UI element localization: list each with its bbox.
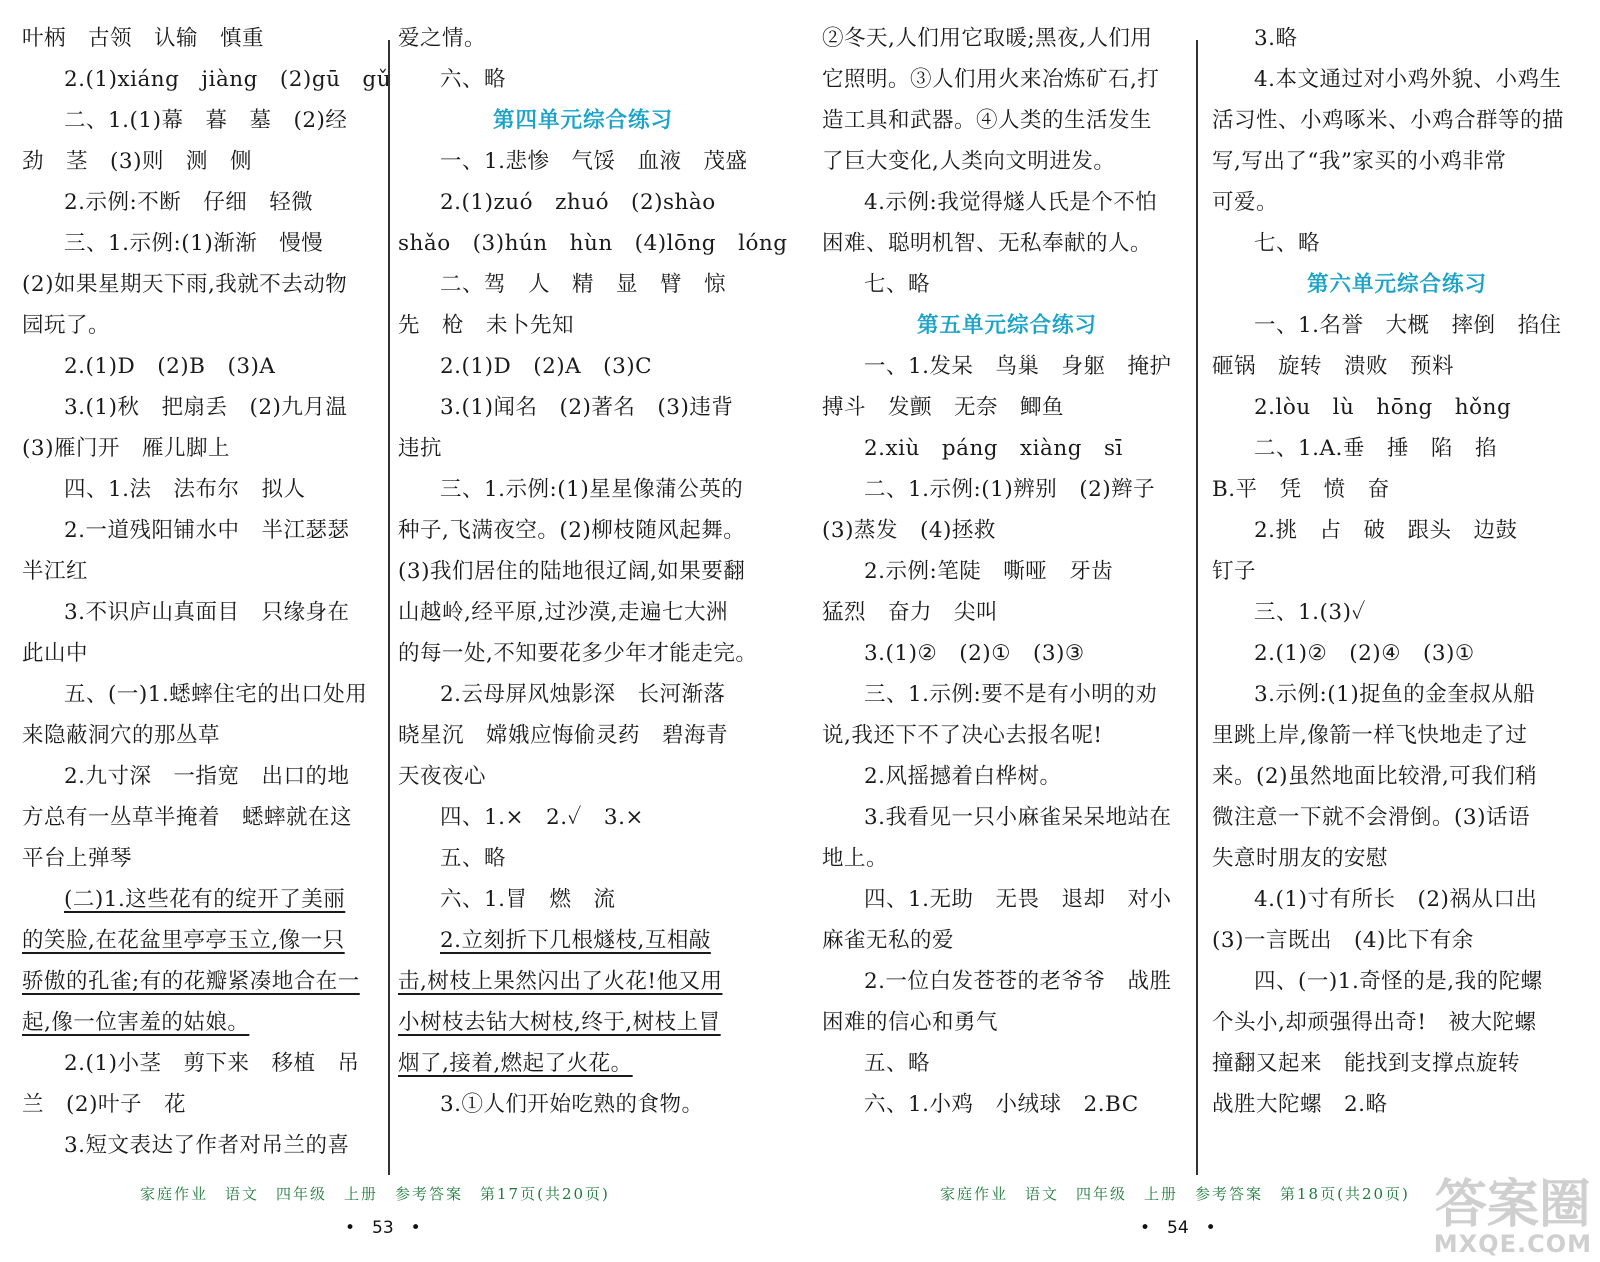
answer-line: 个头小,却顽强得出奇! 被大陀螺	[1212, 1010, 1537, 1035]
answer-line: 2.立刻折下几根燧枝,互相敲	[440, 928, 711, 953]
answer-column-3	[822, 18, 1192, 1125]
answer-line: 的每一处,不知要花多少年才能走完。	[398, 641, 758, 666]
answer-line: 烟了,接着,燃起了火花。	[398, 1051, 633, 1076]
answer-line: 地上。	[822, 846, 889, 871]
answer-line: 4.(1)寸有所长 (2)祸从口出	[1254, 887, 1538, 912]
answer-line: 2.(1)D (2)B (3)A	[64, 354, 276, 379]
answer-line: 写,写出了“我”家买的小鸡非常	[1212, 149, 1507, 174]
answer-line: 活习性、小鸡啄米、小鸡合群等的描	[1212, 108, 1565, 133]
answer-line: (二)1.这些花有的绽开了美丽	[64, 887, 346, 912]
section-heading: 第五单元综合练习	[916, 313, 1097, 338]
answer-line: (2)如果星期天下雨,我就不去动物	[22, 272, 348, 297]
answer-line: 麻雀无私的爱	[822, 928, 955, 953]
answer-line: 一、1.发呆 鸟巢 身躯 掩护	[864, 354, 1172, 379]
answer-line: 2.(1)小茎 剪下来 移植 吊	[64, 1051, 360, 1076]
answer-line: 起,像一位害羞的姑娘。	[22, 1010, 250, 1035]
section-heading: 第六单元综合练习	[1306, 272, 1487, 297]
answer-line: (3)我们居住的陆地很辽阔,如果要翻	[398, 559, 746, 584]
answer-line: 猛烈 奋力 尖叫	[822, 600, 999, 625]
answer-line: 六、1.冒 燃 流	[440, 887, 616, 912]
watermark-logo: 答案圈 MXQE.COM	[1433, 1175, 1592, 1258]
answer-line: 2.xiù páng xiàng sī	[864, 436, 1123, 461]
answer-line: 方总有一丛草半掩着 蟋蟀就在这	[22, 805, 353, 830]
answer-line: (3)雁门开 雁儿脚上	[22, 436, 230, 461]
answer-line: 战胜大陀螺 2.略	[1212, 1092, 1388, 1117]
answer-line: 园玩了。	[22, 313, 111, 338]
answer-line: 兰 (2)叶子 花	[22, 1092, 186, 1117]
answer-line: 2.九寸深 一指宽 出口的地	[64, 764, 350, 789]
answer-column-4	[1212, 18, 1582, 1125]
answer-line: 2.(1)D (2)A (3)C	[440, 354, 653, 379]
answer-line: 五、(一)1.蟋蟀住宅的出口处用	[64, 682, 368, 707]
answer-column-1	[22, 18, 392, 1166]
answer-line: 3.我看见一只小麻雀呆呆地站在	[864, 805, 1172, 830]
answer-line: (3)蒸发 (4)拯救	[822, 518, 996, 543]
answer-line: 3.①人们开始吃熟的食物。	[440, 1092, 704, 1117]
answer-column-2	[398, 18, 788, 1125]
answer-line: 六、略	[440, 67, 507, 92]
answer-line: 2.示例:笔陡 嘶哑 牙齿	[864, 559, 1114, 584]
answer-line: 六、1.小鸡 小绒球 2.BC	[864, 1092, 1139, 1117]
answer-line: B.平 凭 愤 奋	[1212, 477, 1390, 502]
answer-line: 搏斗 发颤 无奈 鲫鱼	[822, 395, 1065, 420]
answer-line: ②冬天,人们用它取暖;黑夜,人们用	[822, 26, 1153, 51]
answer-line: 3.(1)秋 把扇丢 (2)九月温	[64, 395, 348, 420]
answer-line: 四、1.无助 无畏 退却 对小	[864, 887, 1172, 912]
answer-line: 二、1.A.垂 捶 陷 掐	[1254, 436, 1497, 461]
answer-line: 2.(1)② (2)④ (3)①	[1254, 641, 1475, 666]
answer-line: 说,我还下不了决心去报名呢!	[822, 723, 1103, 748]
answer-line: 可爱。	[1212, 190, 1279, 215]
section-heading: 第四单元综合练习	[492, 108, 673, 133]
answer-line: 一、1.名誉 大概 摔倒 掐住	[1254, 313, 1562, 338]
answer-line: 了巨大变化,人类向文明进发。	[822, 149, 1116, 174]
answer-line: 4.示例:我觉得燧人氏是个不怕	[864, 190, 1158, 215]
answer-line: 四、(一)1.奇怪的是,我的陀螺	[1254, 969, 1543, 994]
answer-line: 3.(1)② (2)① (3)③	[864, 641, 1085, 666]
column-divider	[1196, 40, 1198, 1175]
answer-line: 先 枪 未卜先知	[398, 313, 575, 338]
answer-line: 撞翻又起来 能找到支撑点旋转	[1212, 1051, 1521, 1076]
answer-line: 来。(2)虽然地面比较滑,可我们稍	[1212, 764, 1538, 789]
answer-line: 2.风摇撼着白桦树。	[864, 764, 1062, 789]
answer-line: 七、略	[864, 272, 931, 297]
answer-line: 四、1.× 2.✓ 3.×	[440, 805, 644, 830]
answer-line: 叶柄 古领 认输 慎重	[22, 26, 265, 51]
answer-line: 五、略	[864, 1051, 931, 1076]
answer-line: 2.(1)xiáng jiàng (2)gū gǔ	[64, 67, 392, 92]
answer-line: 砸锅 旋转 溃败 预料	[1212, 354, 1455, 379]
answer-line: 五、略	[440, 846, 507, 871]
answer-line: 3.不识庐山真面目 只缘身在	[64, 600, 350, 625]
answer-line: 困难的信心和勇气	[822, 1010, 999, 1035]
answer-line: 的笑脸,在花盆里亭亭玉立,像一只	[22, 928, 345, 953]
answer-line: 此山中	[22, 641, 89, 666]
answer-line: 失意时朋友的安慰	[1212, 846, 1389, 871]
answer-line: 骄傲的孔雀;有的花瓣紧凑地合在一	[22, 969, 360, 994]
page-number-right: • 54 •	[1140, 1218, 1216, 1238]
answer-line: 微注意一下就不会滑倒。(3)话语	[1212, 805, 1530, 830]
answer-line: 2.lòu lù hōng hǒng	[1254, 395, 1512, 420]
answer-line: 2.示例:不断 仔细 轻微	[64, 190, 314, 215]
answer-line: 三、1.(3)✓	[1254, 600, 1366, 625]
answer-line: 二、1.示例:(1)辨别 (2)辫子	[864, 477, 1156, 502]
answer-line: 违抗	[398, 436, 443, 461]
page-number-left: • 53 •	[345, 1218, 421, 1238]
answer-line: 三、1.示例:(1)星星像蒲公英的	[440, 477, 744, 502]
answer-line: 二、1.(1)幕 暮 墓 (2)经	[64, 108, 348, 133]
answer-line: 半江红	[22, 559, 89, 584]
answer-line: 困难、聪明机智、无私奉献的人。	[822, 231, 1153, 256]
answer-line: 天夜夜心	[398, 764, 487, 789]
page-footer-right: 家庭作业 语文 四年级 上册 参考答案 第18页(共20页)	[940, 1185, 1410, 1203]
answer-line: 2.云母屏风烛影深 长河渐落	[440, 682, 726, 707]
answer-line: 它照明。③人们用火来冶炼矿石,打	[822, 67, 1160, 92]
answer-line: 3.短文表达了作者对吊兰的喜	[64, 1133, 350, 1158]
answer-line: 造工具和武器。④人类的生活发生	[822, 108, 1153, 133]
answer-line: 七、略	[1254, 231, 1321, 256]
answer-line: 2.一位白发苍苍的老爷爷 战胜	[864, 969, 1172, 994]
answer-line: 劲 茎 (3)则 测 侧	[22, 149, 252, 174]
answer-line: 里跳上岸,像箭一样飞快地走了过	[1212, 723, 1528, 748]
answer-line: 3.(1)闻名 (2)著名 (3)违背	[440, 395, 734, 420]
answer-line: shǎo (3)hún hùn (4)lōng lóng	[398, 231, 788, 256]
answer-line: 2.一道残阳铺水中 半江瑟瑟	[64, 518, 350, 543]
answer-line: 种子,飞满夜空。(2)柳枝随风起舞。	[398, 518, 746, 543]
answer-line: 2.(1)zuó zhuó (2)shào	[440, 190, 716, 215]
answer-line: 晓星沉 嫦娥应悔偷灵药 碧海青	[398, 723, 729, 748]
answer-line: 3.示例:(1)捉鱼的金奎叔从船	[1254, 682, 1536, 707]
answer-line: 来隐蔽洞穴的那丛草	[22, 723, 221, 748]
column-divider	[388, 40, 390, 1175]
answer-line: 小树枝去钻大树枝,终于,树枝上冒	[398, 1010, 721, 1035]
answer-line: 2.挑 占 破 跟头 边鼓	[1254, 518, 1518, 543]
answer-line: 爱之情。	[398, 26, 487, 51]
answer-line: 4.本文通过对小鸡外貌、小鸡生	[1254, 67, 1562, 92]
answer-line: 二、驾 人 精 显 臂 惊	[440, 272, 727, 297]
answer-line: 三、1.示例:要不是有小明的劝	[864, 682, 1158, 707]
answer-line: (3)一言既出 (4)比下有余	[1212, 928, 1474, 953]
answer-line: 钉子	[1212, 559, 1257, 584]
answer-line: 平台上弹琴	[22, 846, 133, 871]
answer-line: 山越岭,经平原,过沙漠,走遍七大洲	[398, 600, 729, 625]
answer-line: 三、1.示例:(1)渐渐 慢慢	[64, 231, 324, 256]
page-footer-left: 家庭作业 语文 四年级 上册 参考答案 第17页(共20页)	[140, 1185, 610, 1203]
answer-line: 击,树枝上果然闪出了火花!他又用	[398, 969, 723, 994]
answer-line: 3.略	[1254, 26, 1298, 51]
answer-line: 一、1.悲惨 气馁 血液 茂盛	[440, 149, 748, 174]
answer-line: 四、1.法 法布尔 拟人	[64, 477, 306, 502]
